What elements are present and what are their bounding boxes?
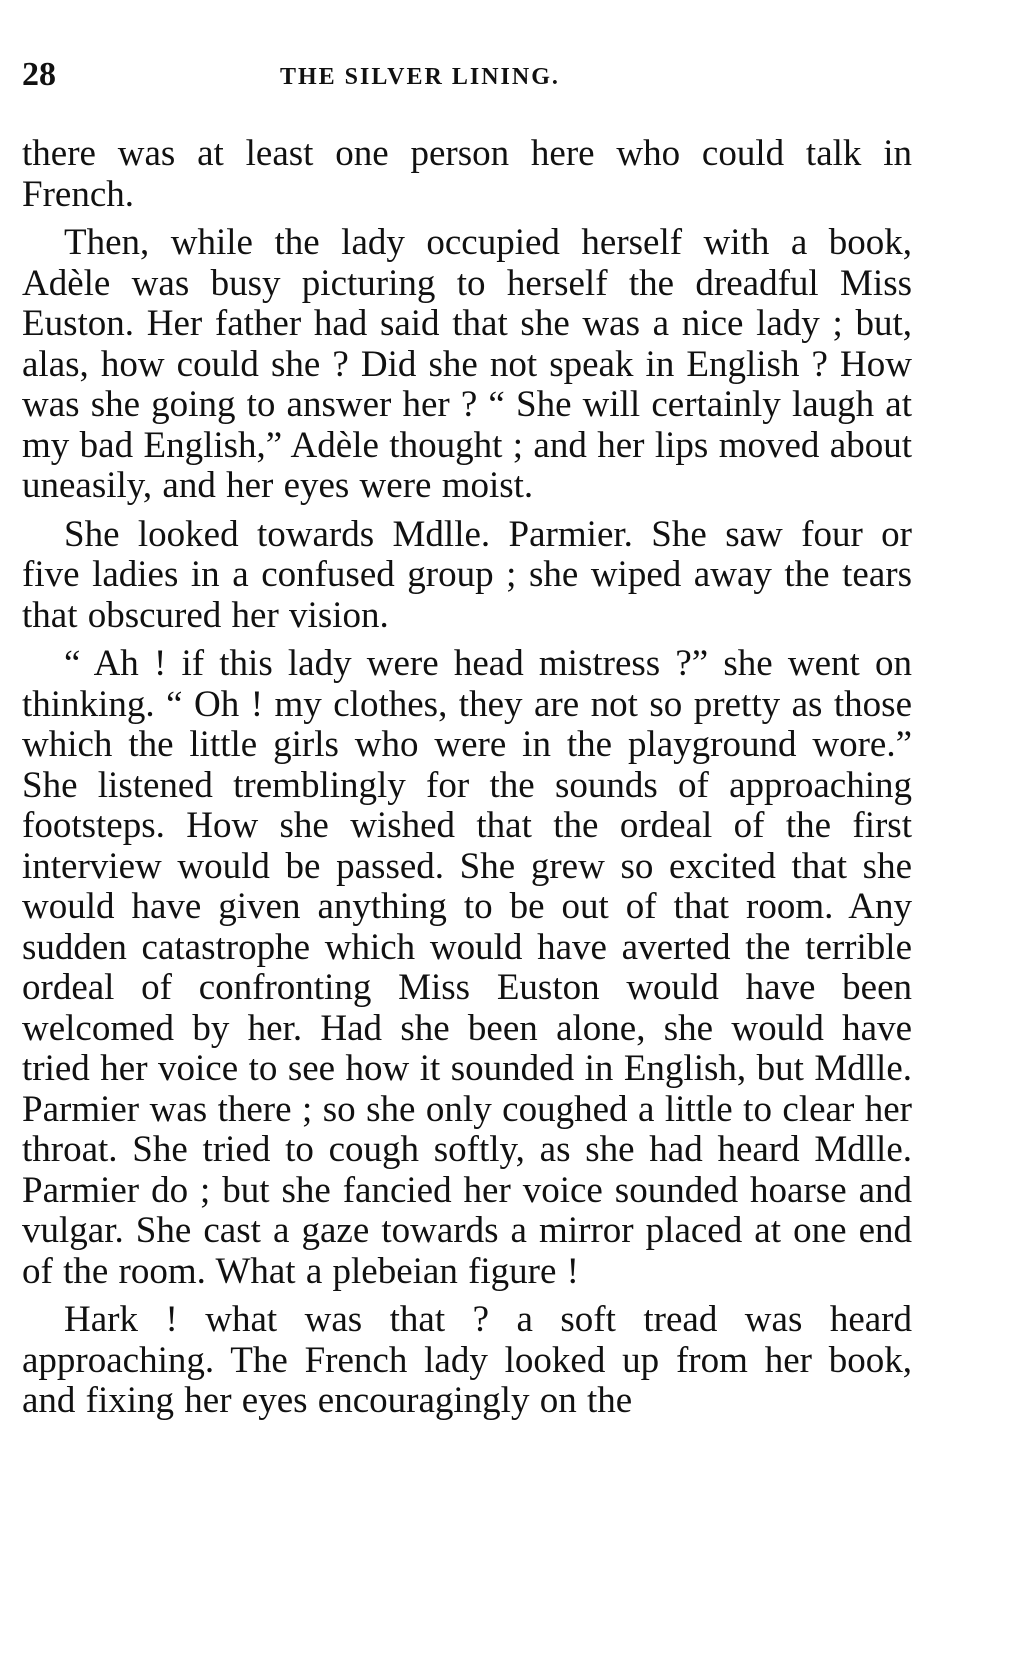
paragraph: Then, while the lady occupied herself with a book, Adèle was busy picturing to herself the dreadful Miss Euston. Her father had said that she was a nice lady ; but, alas, how could she ? Did she not speak in English ? How was she going to answer her ? “ She will certainly laugh at my bad English,” Adèle thought ; and her lips moved about uneasily, and her eyes were moist. <box>22 222 912 506</box>
paragraph: “ Ah ! if this lady were head mistress ?” she went on thinking. “ Oh ! my clothes, they are not so pretty as those which the little girls who were in the playground wore.” She listened tremblingly for the sounds of approaching footsteps. How she wished that the ordeal of the first interview would be passed. She grew so excited that she would have given anything to be out of that room. Any sudden catastrophe which would have averted the terrible ordeal of confronting Miss Euston would have been welcomed by her. Had she been alone, she would have tried her voice to see how it sounded in English, but Mdlle. Parmier was there ; so she only coughed a little to clear her throat. She tried to cough softly, as she had heard Mdlle. Parmier do ; but she fancied her voice sounded hoarse and vulgar. She cast a gaze towards a mirror placed at one end of the room. What a plebeian figure ! <box>22 643 912 1292</box>
book-page <box>22 56 912 1430</box>
running-title: THE SILVER LINING. <box>280 64 560 90</box>
paragraph-continued: there was at least one person here who could talk in French. <box>22 133 912 215</box>
page-header <box>22 56 912 100</box>
paragraph: She looked towards Mdlle. Parmier. She saw four or five ladies in a confused group ; she wiped away the tears that obscured her vision. <box>22 513 912 636</box>
body-text <box>22 134 912 1422</box>
page-number: 28 <box>22 56 56 93</box>
paragraph: Hark ! what was that ? a soft tread was heard approaching. The French lady looked up from her book, and fixing her eyes encouragingly on the <box>22 1299 912 1421</box>
